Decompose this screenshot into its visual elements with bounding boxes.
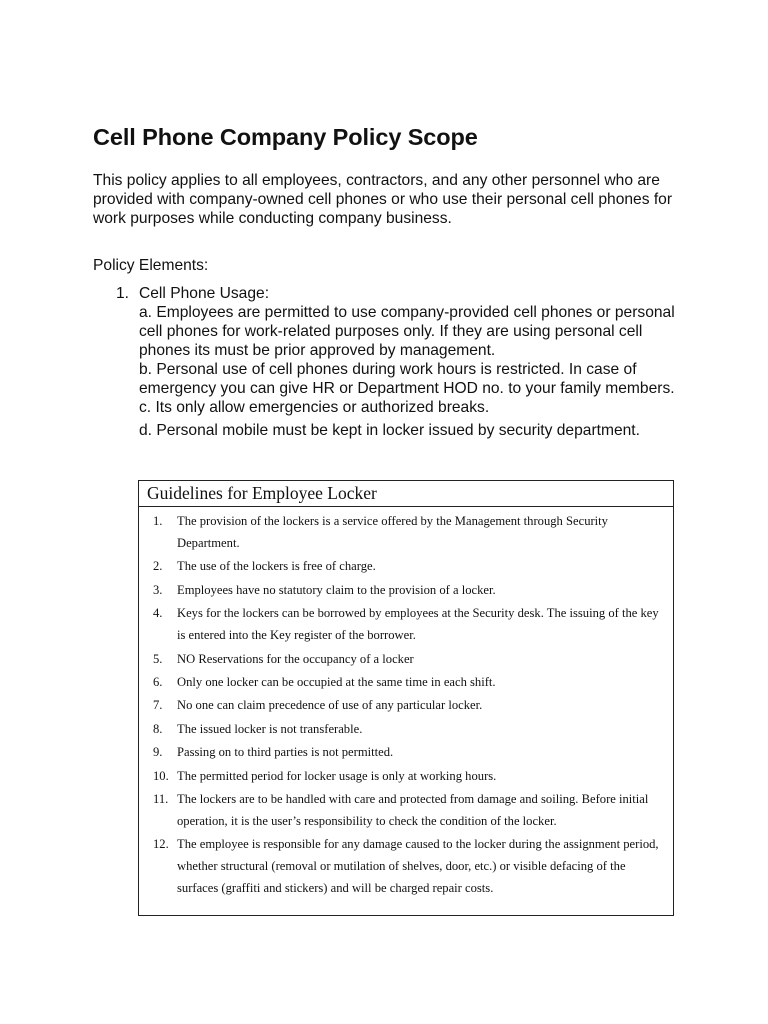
list-item [139,510,673,554]
list-item-text: The permitted period for locker usage is only at working hours. [177,768,497,783]
usage-body [139,284,684,441]
list-item-text: No one can claim precedence of use of any particular locker. [177,698,483,713]
usage-item-c: c. Its only allow emergencies or authorized breaks. [139,399,490,416]
list-item-number: 1. [153,514,163,528]
locker-guidelines-list [139,510,673,901]
list-item-number: 5. [153,651,163,666]
list-item [139,833,673,899]
policy-intro: This policy applies to all employees, contractors, and any other personnel who are provided with company-owned cell phones or who use their personal cell phones for work purposes while conducting company business. [93,172,673,227]
list-item-text: Passing on to third parties is not permitted. [177,745,394,760]
usage-number: 1. [116,285,130,302]
locker-guidelines-box [138,480,674,916]
usage-item-b: b. Personal use of cell phones during work hours is restricted. In case of emergency you can give HR or Department HOD no. to your family members. [139,361,675,397]
list-item-text: NO Reservations for the occupancy of a locker [177,651,414,666]
list-item-text: The issued locker is not transferable. [177,721,363,736]
list-item-number: 4. [153,606,163,621]
policy-elements-label: Policy Elements: [93,257,209,274]
list-item-text: The provision of the lockers is a service offered by the Management through Security Department. [177,514,608,550]
usage-item-a: a. Employees are permitted to use company-provided cell phones or personal cell phones for work-related purposes only. If they are using personal cell phones its must be prior approved by management. [139,304,675,359]
list-item-number: 10. [153,768,169,783]
list-item [139,788,673,832]
list-item [139,555,673,577]
list-item-number: 11. [153,791,169,806]
list-item-text: The lockers are to be handled with care and protected from damage and soiling. Before initial operation, it is the user’s responsibility to check the condition of the locker. [177,791,649,828]
list-item-number: 3. [153,582,163,597]
list-item-number: 8. [153,721,163,736]
usage-item-d: d. Personal mobile must be kept in locker issued by security department. [139,422,640,439]
list-item-text: The use of the lockers is free of charge. [177,559,376,574]
list-item-text: Keys for the lockers can be borrowed by employees at the Security desk. The issuing of the key is entered into the Key register of the borrower. [177,606,659,643]
list-item-text: Only one locker can be occupied at the same time in each shift. [177,674,496,689]
locker-guidelines-title: Guidelines for Employee Locker [139,481,673,507]
page-title: Cell Phone Company Policy Scope [93,124,478,150]
list-item [139,579,673,601]
list-item-number: 6. [153,674,163,689]
list-item [139,602,673,646]
list-item [139,671,673,693]
list-item-number: 7. [153,698,163,713]
list-item [139,648,673,670]
list-item-number: 12. [153,837,169,852]
list-item-text: The employee is responsible for any damage caused to the locker during the assignment period, whether structural (removal or mutilation of shelves, door, etc.) or visible defacing of the surfaces (graffiti and stickers) and will be charged repair costs. [177,837,659,896]
list-item-number: 9. [153,745,163,760]
list-item [139,765,673,787]
list-item-text: Employees have no statutory claim to the provision of a locker. [177,582,496,597]
usage-heading: Cell Phone Usage: [139,285,270,302]
list-item [139,741,673,763]
list-item [139,694,673,716]
list-item [139,718,673,740]
list-item-number: 2. [153,559,163,574]
